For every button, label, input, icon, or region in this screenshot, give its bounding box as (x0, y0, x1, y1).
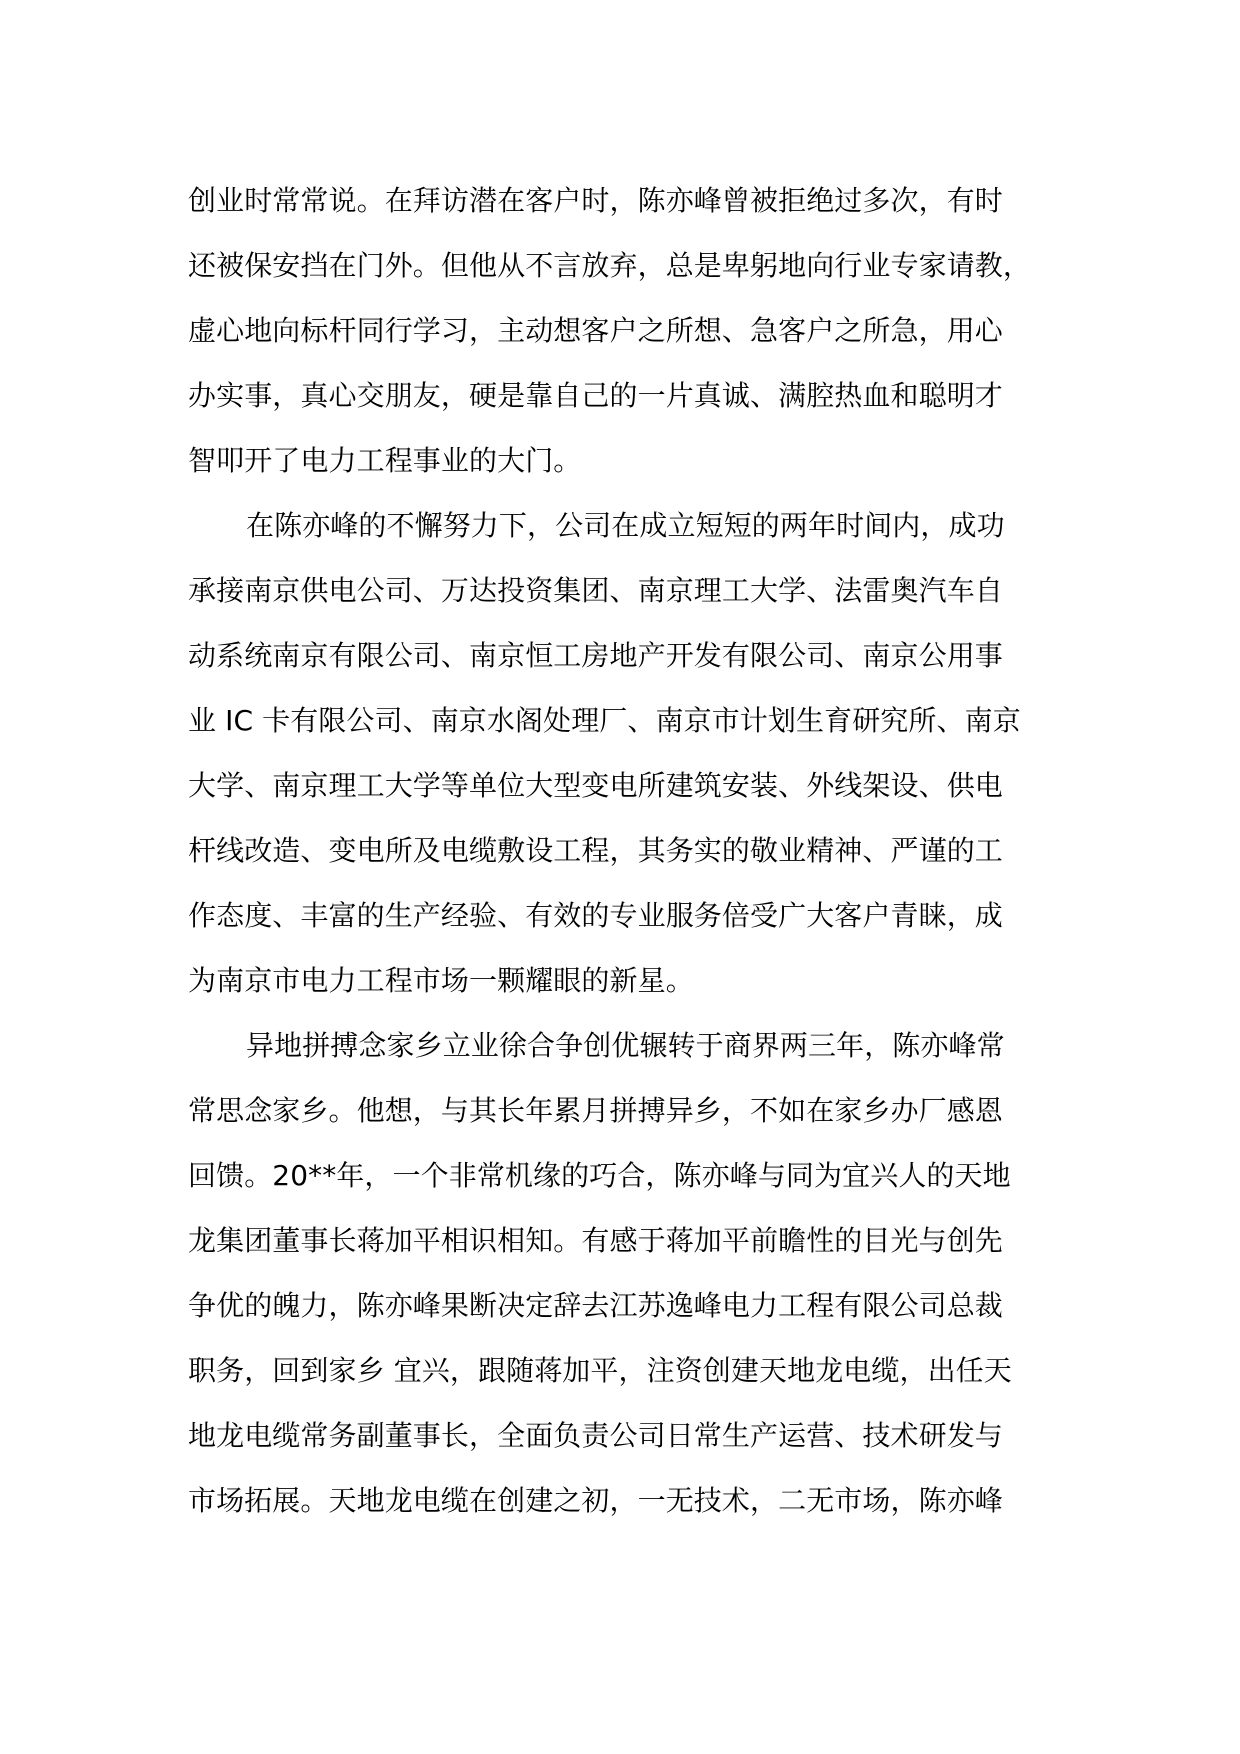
text-line: 业 IC 卡有限公司、南京水阁处理厂、南京市计划生育研究所、南京 (188, 704, 1021, 737)
text-line: 回馈。20**年，一个非常机缘的巧合，陈亦峰与同为宜兴人的天地 (188, 1159, 1011, 1192)
text-line: 还被保安挡在门外。但他从不言放弃，总是卑躬地向行业专家请教， (188, 249, 1032, 282)
text-line: 办实事，真心交朋友，硬是靠自己的一片真诚、满腔热血和聪明才 (188, 379, 1003, 412)
paragraph-first-line: 异地拼搏念家乡立业徐合争创优辗转于商界两三年，陈亦峰常 (246, 1029, 1005, 1062)
text-line: 动系统南京有限公司、南京恒工房地产开发有限公司、南京公用事 (188, 639, 1003, 672)
text-line: 龙集团董事长蒋加平相识相知。有感于蒋加平前瞻性的目光与创先 (188, 1224, 1003, 1257)
text-line: 争优的魄力，陈亦峰果断决定辞去江苏逸峰电力工程有限公司总裁 (188, 1289, 1003, 1322)
text-line: 作态度、丰富的生产经验、有效的专业服务倍受广大客户青睐，成 (188, 899, 1003, 932)
text-line: 为南京市电力工程市场一颗耀眼的新星。 (188, 964, 694, 997)
paragraph-first-line: 在陈亦峰的不懈努力下，公司在成立短短的两年时间内，成功 (246, 509, 1005, 542)
text-line: 虚心地向标杆同行学习，主动想客户之所想、急客户之所急，用心 (188, 314, 1003, 347)
text-line: 智叩开了电力工程事业的大门。 (188, 444, 582, 477)
text-line: 常思念家乡。他想，与其长年累月拼搏异乡，不如在家乡办厂感恩 (188, 1094, 1003, 1127)
text-line: 创业时常常说。在拜访潜在客户时，陈亦峰曾被拒绝过多次，有时 (188, 184, 1003, 217)
text-line: 地龙电缆常务副董事长，全面负责公司日常生产运营、技术研发与 (188, 1419, 1003, 1452)
text-line: 承接南京供电公司、万达投资集团、南京理工大学、法雷奥汽车自 (188, 574, 1003, 607)
text-line: 市场拓展。天地龙电缆在创建之初，一无技术，二无市场，陈亦峰 (188, 1484, 1003, 1517)
text-line: 杆线改造、变电所及电缆敷设工程，其务实的敬业精神、严谨的工 (188, 834, 1003, 867)
text-line: 职务，回到家乡 宜兴，跟随蒋加平，注资创建天地龙电缆，出任天 (188, 1354, 1012, 1387)
text-line: 大学、南京理工大学等单位大型变电所建筑安装、外线架设、供电 (188, 769, 1003, 802)
body-text (188, 168, 1068, 1533)
